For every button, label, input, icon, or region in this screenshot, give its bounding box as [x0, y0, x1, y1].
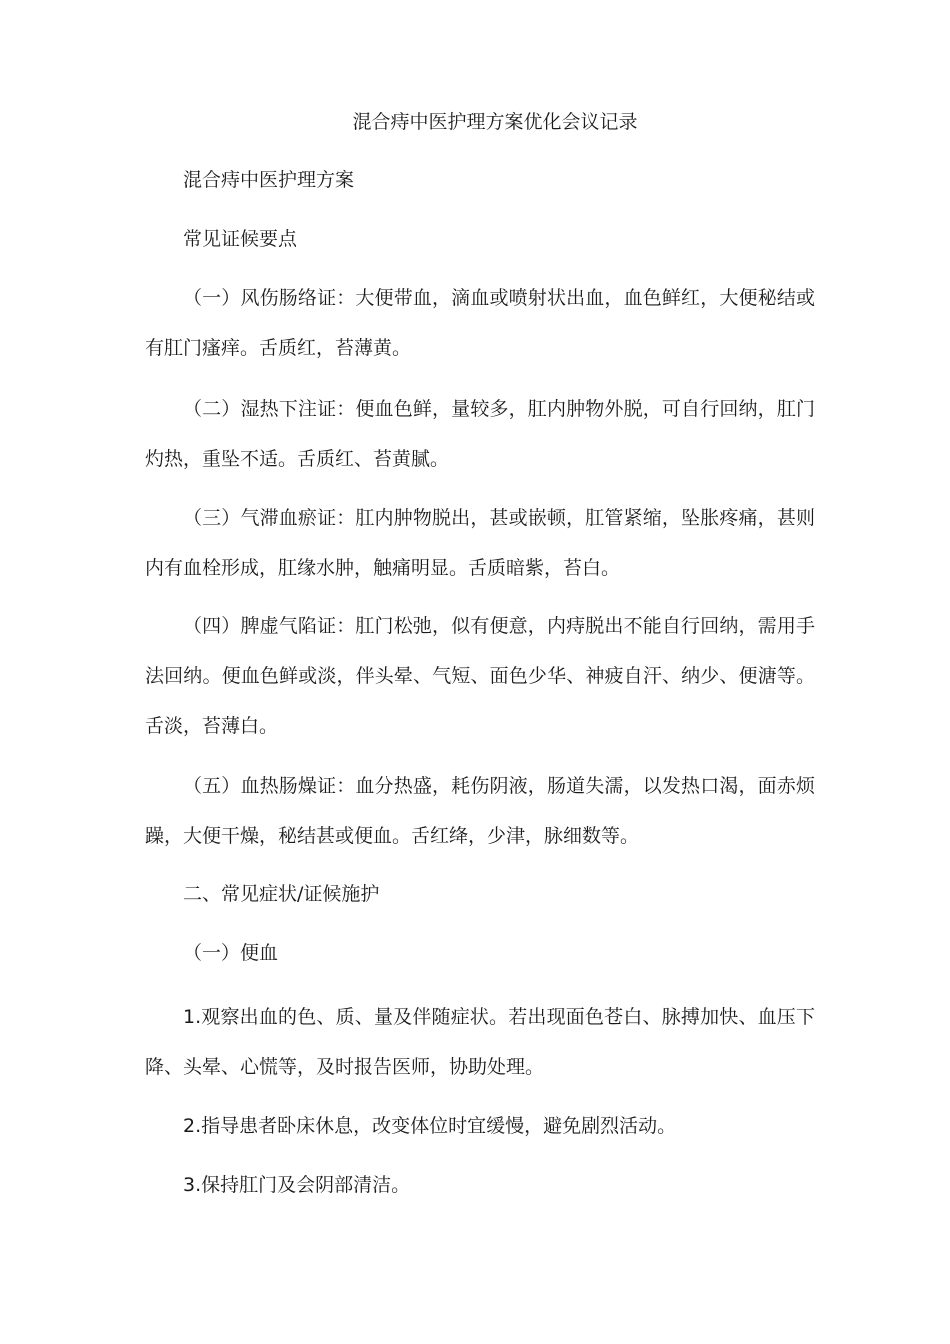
section-heading-2: 二、常见症状/证候施护 — [183, 883, 380, 905]
paragraph-2: 常见证候要点 — [183, 228, 298, 250]
paragraph-5: （三）气滞血瘀证：肛内肿物脱出，甚或嵌顿，肛管紧缩，坠胀疼痛，甚则内有血栓形成，肛缘水肿，触痛明显。舌质暗紫，苔白。 — [145, 507, 815, 579]
list-item-3: 3.保持肛门及会阴部清洁。 — [183, 1174, 411, 1196]
paragraph-6: （四）脾虚气陷证：肛门松弛，似有便意，内痔脱出不能自行回纳，需用手法回纳。便血色鲜或淡，伴头晕、气短、面色少华、神疲自汗、纳少、便溏等。舌淡，苔薄白。 — [145, 615, 815, 737]
subheading-bleeding: （一）便血 — [183, 942, 279, 964]
list-item-2: 2.指导患者卧床休息，改变体位时宜缓慢，避免剧烈活动。 — [183, 1115, 677, 1137]
paragraph-3: （一）风伤肠络证：大便带血，滴血或喷射状出血，血色鲜红，大便秘结或有肛门瘙痒。舌质红，苔薄黄。 — [145, 287, 815, 359]
document-title: 混合痔中医护理方案优化会议记录 — [352, 111, 638, 133]
paragraph-4: （二）湿热下注证：便血色鲜，量较多，肛内肿物外脱，可自行回纳，肛门灼热，重坠不适。舌质红、苔黄腻。 — [145, 398, 815, 470]
paragraph-7: （五）血热肠燥证：血分热盛，耗伤阴液，肠道失濡，以发热口渴，面赤烦躁，大便干燥，秘结甚或便血。舌红绛，少津，脉细数等。 — [145, 775, 815, 847]
list-item-1: 1.观察出血的色、质、量及伴随症状。若出现面色苍白、脉搏加快、血压下降、头晕、心慌等，及时报告医师，协助处理。 — [145, 1006, 815, 1078]
paragraph-1: 混合痔中医护理方案 — [183, 169, 355, 191]
